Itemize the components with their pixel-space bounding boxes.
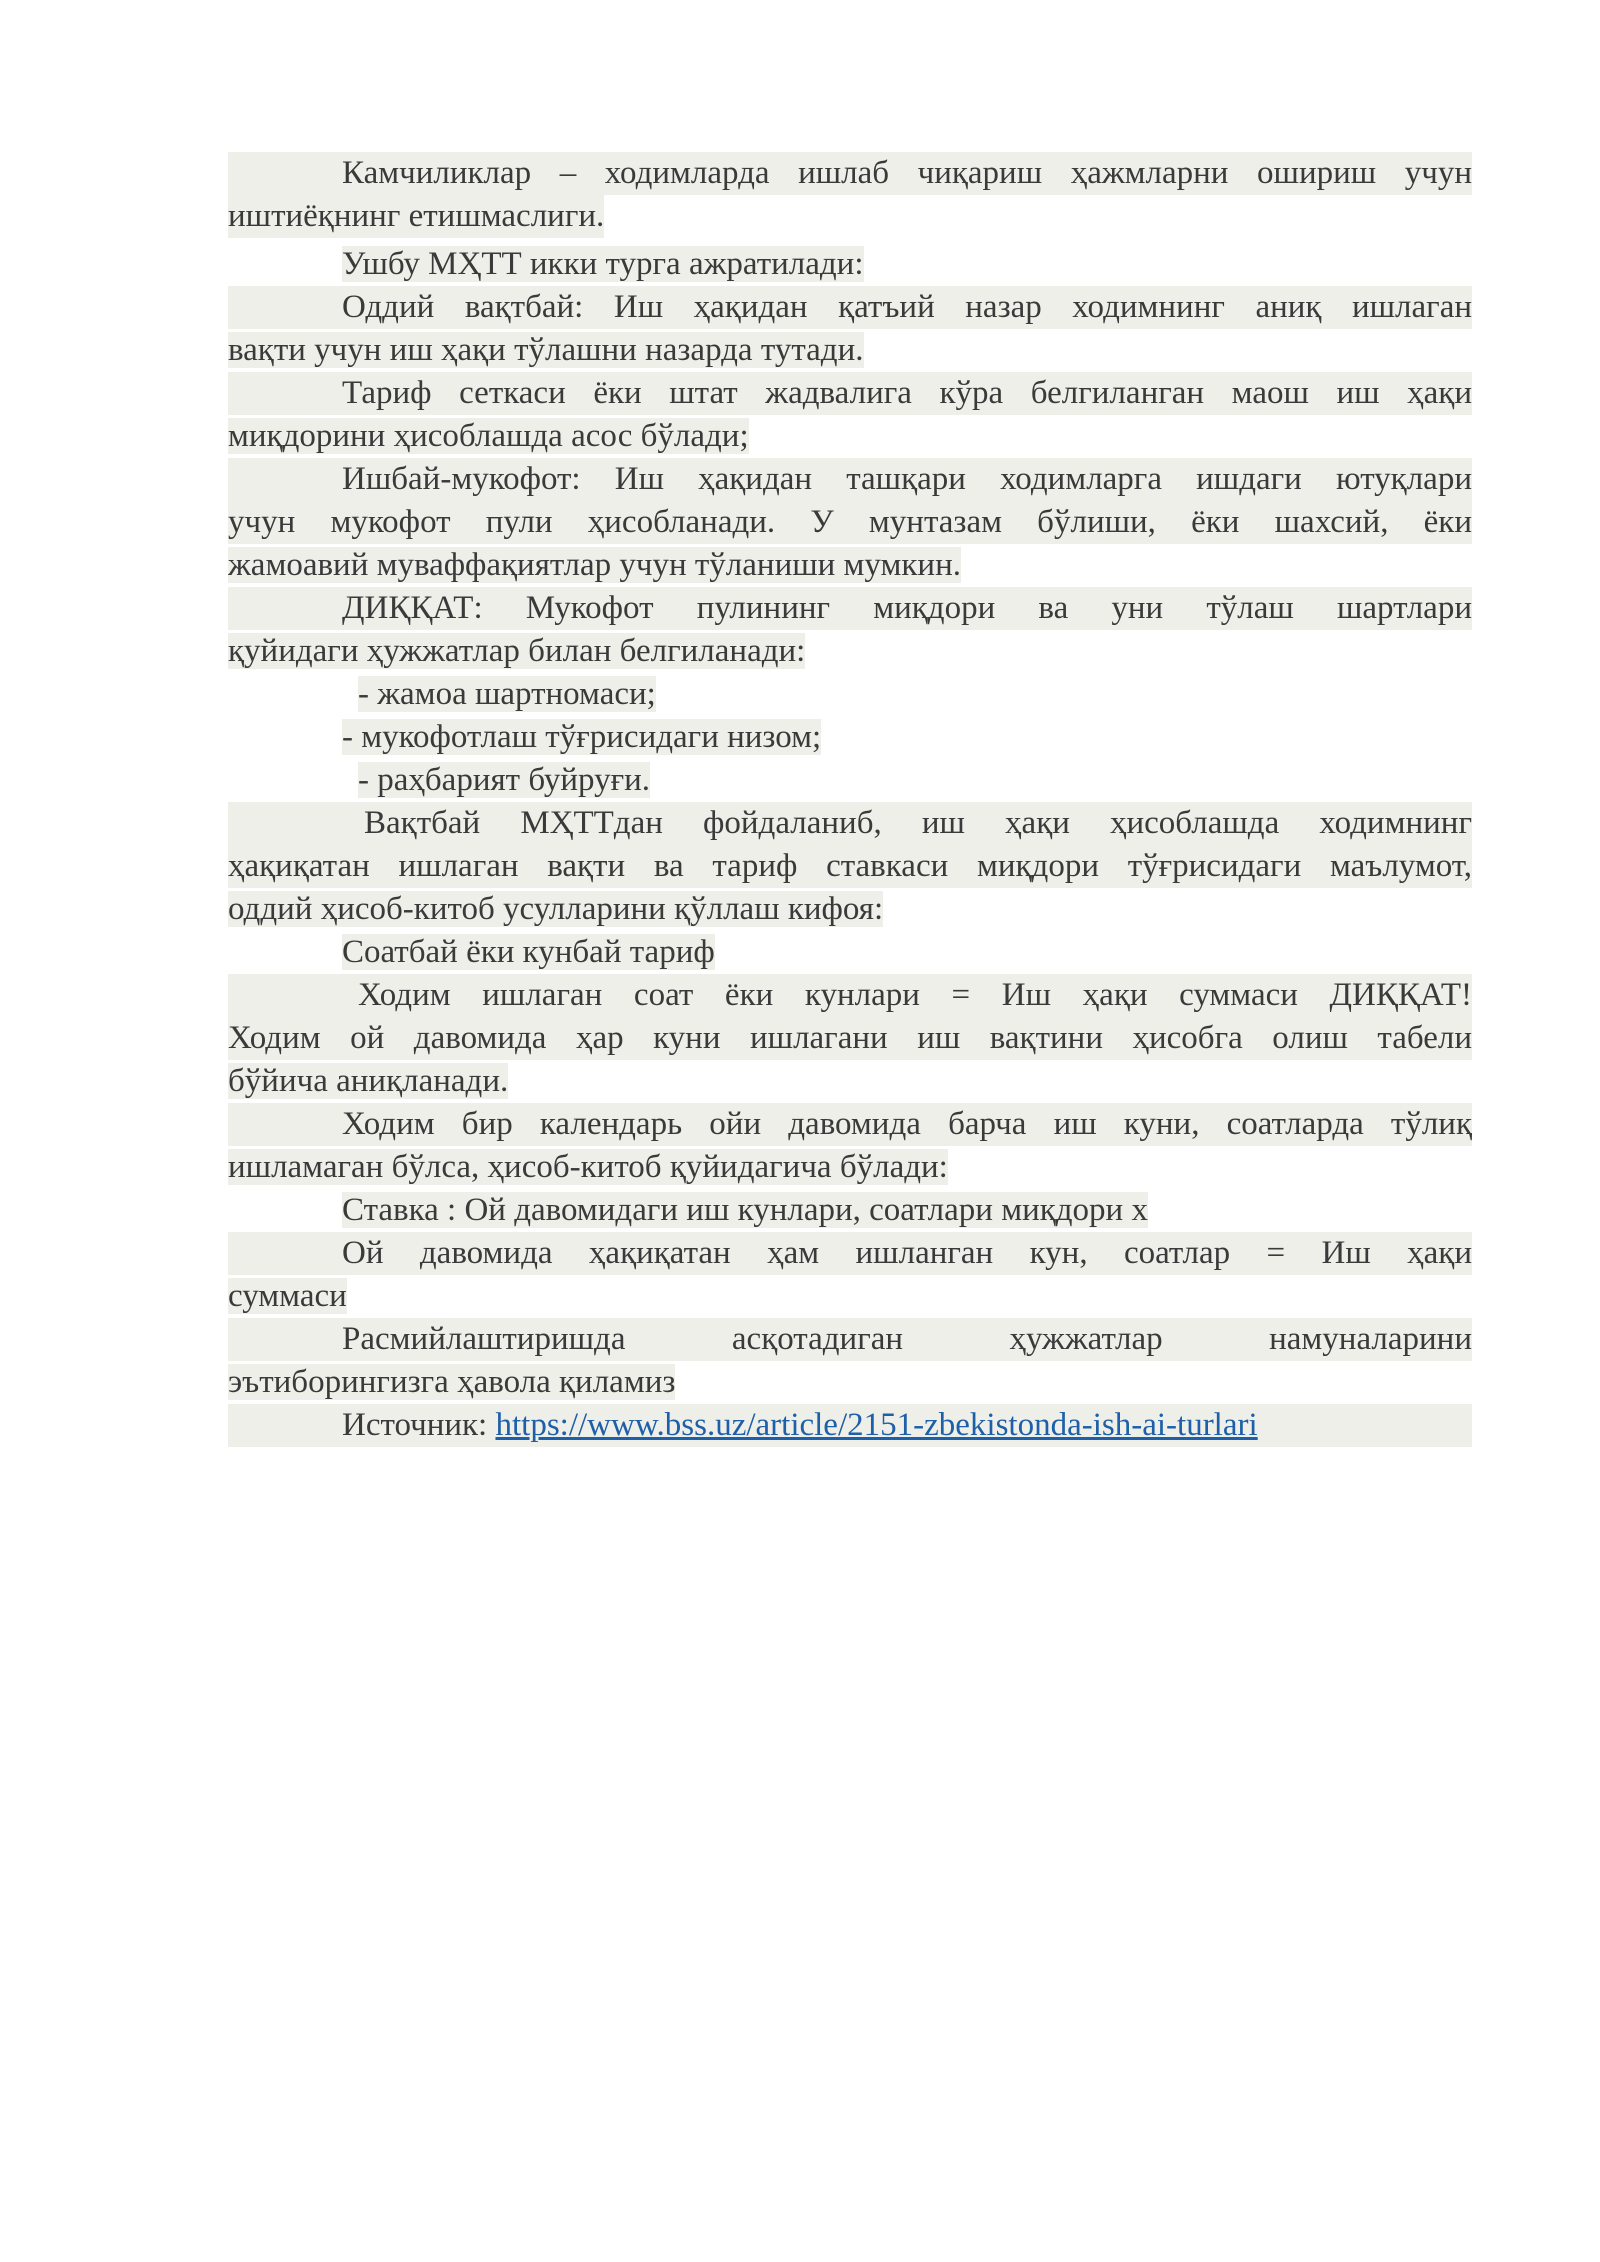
paragraph-line: Ходим ой давомида ҳар куни ишлагани иш вақтини ҳисобга олиш табели xyxy=(228,1017,1472,1060)
source-line xyxy=(228,1404,1472,1447)
paragraph-line-text: ишламаган бўлса, ҳисоб-китоб қуйидагича бўлади: xyxy=(228,1149,948,1185)
paragraph-line: иштиёқнинг етишмаслиги. xyxy=(228,195,604,238)
paragraph-line xyxy=(228,329,1472,372)
paragraph-line: Вақтбай МҲТТдан фойдаланиб, иш ҳақи ҳисоблашда ходимнинг xyxy=(228,802,1472,845)
paragraph-line: ҳақиқатан ишлаган вақти ва тариф ставкаси миқдори тўғрисидаги маълумот, xyxy=(228,845,1472,888)
document-body xyxy=(228,152,1472,1447)
paragraph-line: Ходим бир календарь ойи давомида барча иш куни, соатларда тўлиқ xyxy=(228,1103,1472,1146)
list-item-text: - жамоа шартномаси; xyxy=(358,676,656,712)
paragraph-line: Расмийлаштиришда асқотадиган ҳужжатлар намуналарини xyxy=(228,1318,1472,1361)
list-item-text: - раҳбарият буйруғи. xyxy=(358,762,651,798)
paragraph-line: Оддий вақтбай: Иш ҳақидан қатъий назар ходимнинг аниқ ишлаган xyxy=(228,286,1472,329)
paragraph-line xyxy=(228,243,1472,286)
paragraph-line: Камчиликлар – ходимларда ишлаб чиқариш ҳажмларни ошириш учун xyxy=(228,152,1472,195)
source-link[interactable]: https://www.bss.uz/article/2151-zbekistonda-ish-ai-turlari xyxy=(495,1407,1258,1443)
paragraph-line: ДИҚҚАТ: Мукофот пулининг миқдори ва уни тўлаш шартлари xyxy=(228,587,1472,630)
list-item xyxy=(228,716,1472,759)
paragraph-line xyxy=(228,1146,1472,1189)
paragraph-line: Тариф сеткаси ёки штат жадвалига кўра белгиланган маош иш ҳақи xyxy=(228,372,1472,415)
paragraph-line-text: бўйича аниқланади. xyxy=(228,1063,509,1099)
paragraph-line-text: жамоавий муваффақиятлар учун тўланиши мумкин. xyxy=(228,547,961,583)
paragraph-line-text: Ушбу МҲТТ икки турга ажратилади: xyxy=(342,246,864,282)
list-item xyxy=(228,673,1472,716)
paragraph-line xyxy=(228,544,1472,587)
paragraph-line-text: эътиборингизга ҳавола қиламиз xyxy=(228,1364,676,1400)
paragraph-line xyxy=(228,415,1472,458)
paragraph-line-text: оддий ҳисоб-китоб усулларини қўллаш кифоя: xyxy=(228,891,884,927)
paragraph-line: Ходим ишлаган соат ёки кунлари = Иш ҳақи суммаси ДИҚҚАТ! xyxy=(228,974,1472,1017)
paragraph-line xyxy=(228,1060,1472,1103)
paragraph-line xyxy=(228,931,1472,974)
paragraph-line-text: миқдорини ҳисоблашда асос бўлади; xyxy=(228,418,749,454)
paragraph-line-text: Соатбай ёки кунбай тариф xyxy=(342,934,715,970)
list-item xyxy=(228,759,1472,802)
source-label: Источник: xyxy=(342,1407,496,1443)
paragraph-line: учун мукофот пули ҳисобланади. У мунтазам бўлиши, ёки шахсий, ёки xyxy=(228,501,1472,544)
paragraph-line-text: вақти учун иш ҳақи тўлашни назарда тутади. xyxy=(228,332,864,368)
paragraph-line xyxy=(228,630,1472,673)
paragraph-line: Ой давомида ҳақиқатан ҳам ишланган кун, соатлар = Иш ҳақи xyxy=(228,1232,1472,1275)
paragraph-line: Ишбай-мукофот: Иш ҳақидан ташқари ходимларга ишдаги ютуқлари xyxy=(228,458,1472,501)
paragraph-line-text: Ставка : Ой давомидаги иш кунлари, соатлари миқдори х xyxy=(342,1192,1148,1228)
paragraph-line xyxy=(228,1189,1472,1232)
list-item-text: - мукофотлаш тўғрисидаги низом; xyxy=(342,719,822,755)
paragraph-line-text: қуйидаги ҳужжатлар билан белгиланади: xyxy=(228,633,806,669)
paragraph-line-text: суммаси xyxy=(228,1278,347,1314)
paragraph-line xyxy=(228,1361,1472,1404)
paragraph-line xyxy=(228,1275,1472,1318)
paragraph-line xyxy=(228,888,1472,931)
